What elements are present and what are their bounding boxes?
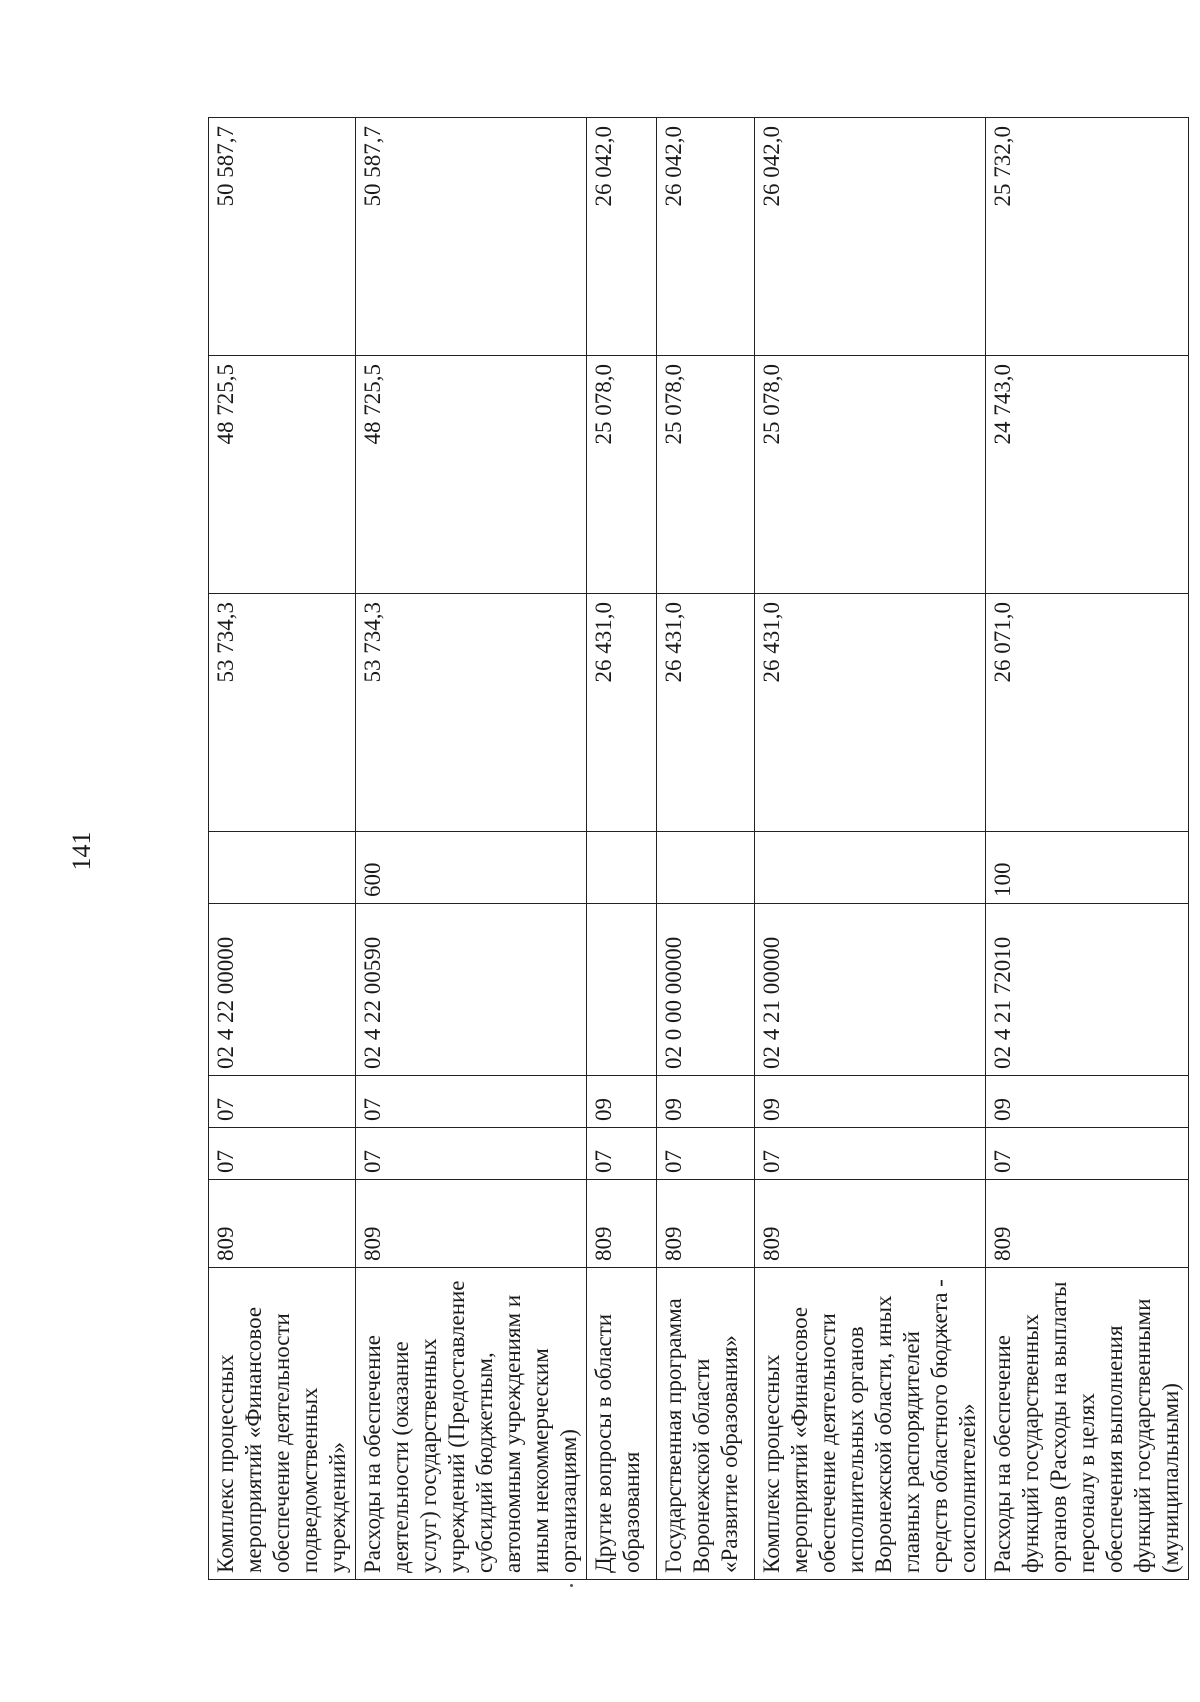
expense-type: [657, 832, 755, 904]
section-code: 07: [657, 1128, 755, 1180]
amount-year-1: 26 431,0: [657, 594, 755, 832]
amount-year-1: 53 734,3: [209, 594, 356, 832]
row-description: Расходы на обеспечение деятельности (оказание услуг) государственных учреждений (Предоставление субсидий бюджетным, автономным учреждениям и иным некоммерческим организациям): [356, 1268, 587, 1580]
table-row: [209, 118, 356, 1580]
amount-year-2: 48 725,5: [209, 356, 356, 594]
target-article: 02 0 00 00000: [657, 904, 755, 1076]
subsection-code: 07: [209, 1076, 356, 1128]
table-row: [657, 118, 755, 1580]
subsection-code: 09: [755, 1076, 986, 1128]
expense-type: [209, 832, 356, 904]
section-code: 07: [755, 1128, 986, 1180]
amount-year-3: 26 042,0: [755, 118, 986, 356]
ministry-code: 809: [755, 1180, 986, 1268]
amount-year-3: 50 587,7: [356, 118, 587, 356]
target-article: 02 4 21 00000: [755, 904, 986, 1076]
amount-year-1: 26 431,0: [587, 594, 657, 832]
amount-year-2: 25 078,0: [657, 356, 755, 594]
scan-speck: [570, 1584, 573, 1587]
table-row: [755, 118, 986, 1580]
subsection-code: 09: [657, 1076, 755, 1128]
amount-year-2: 25 078,0: [755, 356, 986, 594]
expense-type: 600: [356, 832, 587, 904]
amount-year-3: 50 587,7: [209, 118, 356, 356]
expense-type: 100: [986, 832, 1189, 904]
row-description: Расходы на обеспечение функций государственных органов (Расходы на выплаты персоналу в целях обеспечения выполнения функций государственными (муниципальными): [986, 1268, 1189, 1580]
ministry-code: 809: [356, 1180, 587, 1268]
expense-type: [587, 832, 657, 904]
amount-year-1: 26 431,0: [755, 594, 986, 832]
target-article: 02 4 22 00000: [209, 904, 356, 1076]
section-code: 07: [356, 1128, 587, 1180]
target-article: 02 4 22 00590: [356, 904, 587, 1076]
amount-year-1: 26 071,0: [986, 594, 1189, 832]
target-article: [587, 904, 657, 1076]
page-number: 141: [67, 831, 96, 871]
amount-year-3: 26 042,0: [587, 118, 657, 356]
ministry-code: 809: [986, 1180, 1189, 1268]
section-code: 07: [587, 1128, 657, 1180]
row-description: Комплекс процессных мероприятий «Финансовое обеспечение деятельности исполнительных органов Воронежской области, иных главных распорядителей средств областного бюджета - соисполнителей»: [755, 1268, 986, 1580]
amount-year-3: 26 042,0: [657, 118, 755, 356]
amount-year-3: 25 732,0: [986, 118, 1189, 356]
budget-table: [208, 117, 1189, 1580]
ministry-code: 809: [657, 1180, 755, 1268]
row-description: Комплекс процессных мероприятий «Финансовое обеспечение деятельности подведомственных учреждений»: [209, 1268, 356, 1580]
row-description: Государственная программа Воронежской области «Развитие образования»: [657, 1268, 755, 1580]
table-row: [986, 118, 1189, 1580]
ministry-code: 809: [587, 1180, 657, 1268]
expense-type: [755, 832, 986, 904]
table-rotation-frame: [208, 118, 1183, 1580]
ministry-code: 809: [209, 1180, 356, 1268]
section-code: 07: [986, 1128, 1189, 1180]
subsection-code: 07: [356, 1076, 587, 1128]
section-code: 07: [209, 1128, 356, 1180]
table-row: [587, 118, 657, 1580]
subsection-code: 09: [986, 1076, 1189, 1128]
amount-year-2: 24 743,0: [986, 356, 1189, 594]
row-description: Другие вопросы в области образования: [587, 1268, 657, 1580]
subsection-code: 09: [587, 1076, 657, 1128]
amount-year-2: 25 078,0: [587, 356, 657, 594]
target-article: 02 4 21 72010: [986, 904, 1189, 1076]
amount-year-2: 48 725,5: [356, 356, 587, 594]
table-row: [356, 118, 587, 1580]
amount-year-1: 53 734,3: [356, 594, 587, 832]
